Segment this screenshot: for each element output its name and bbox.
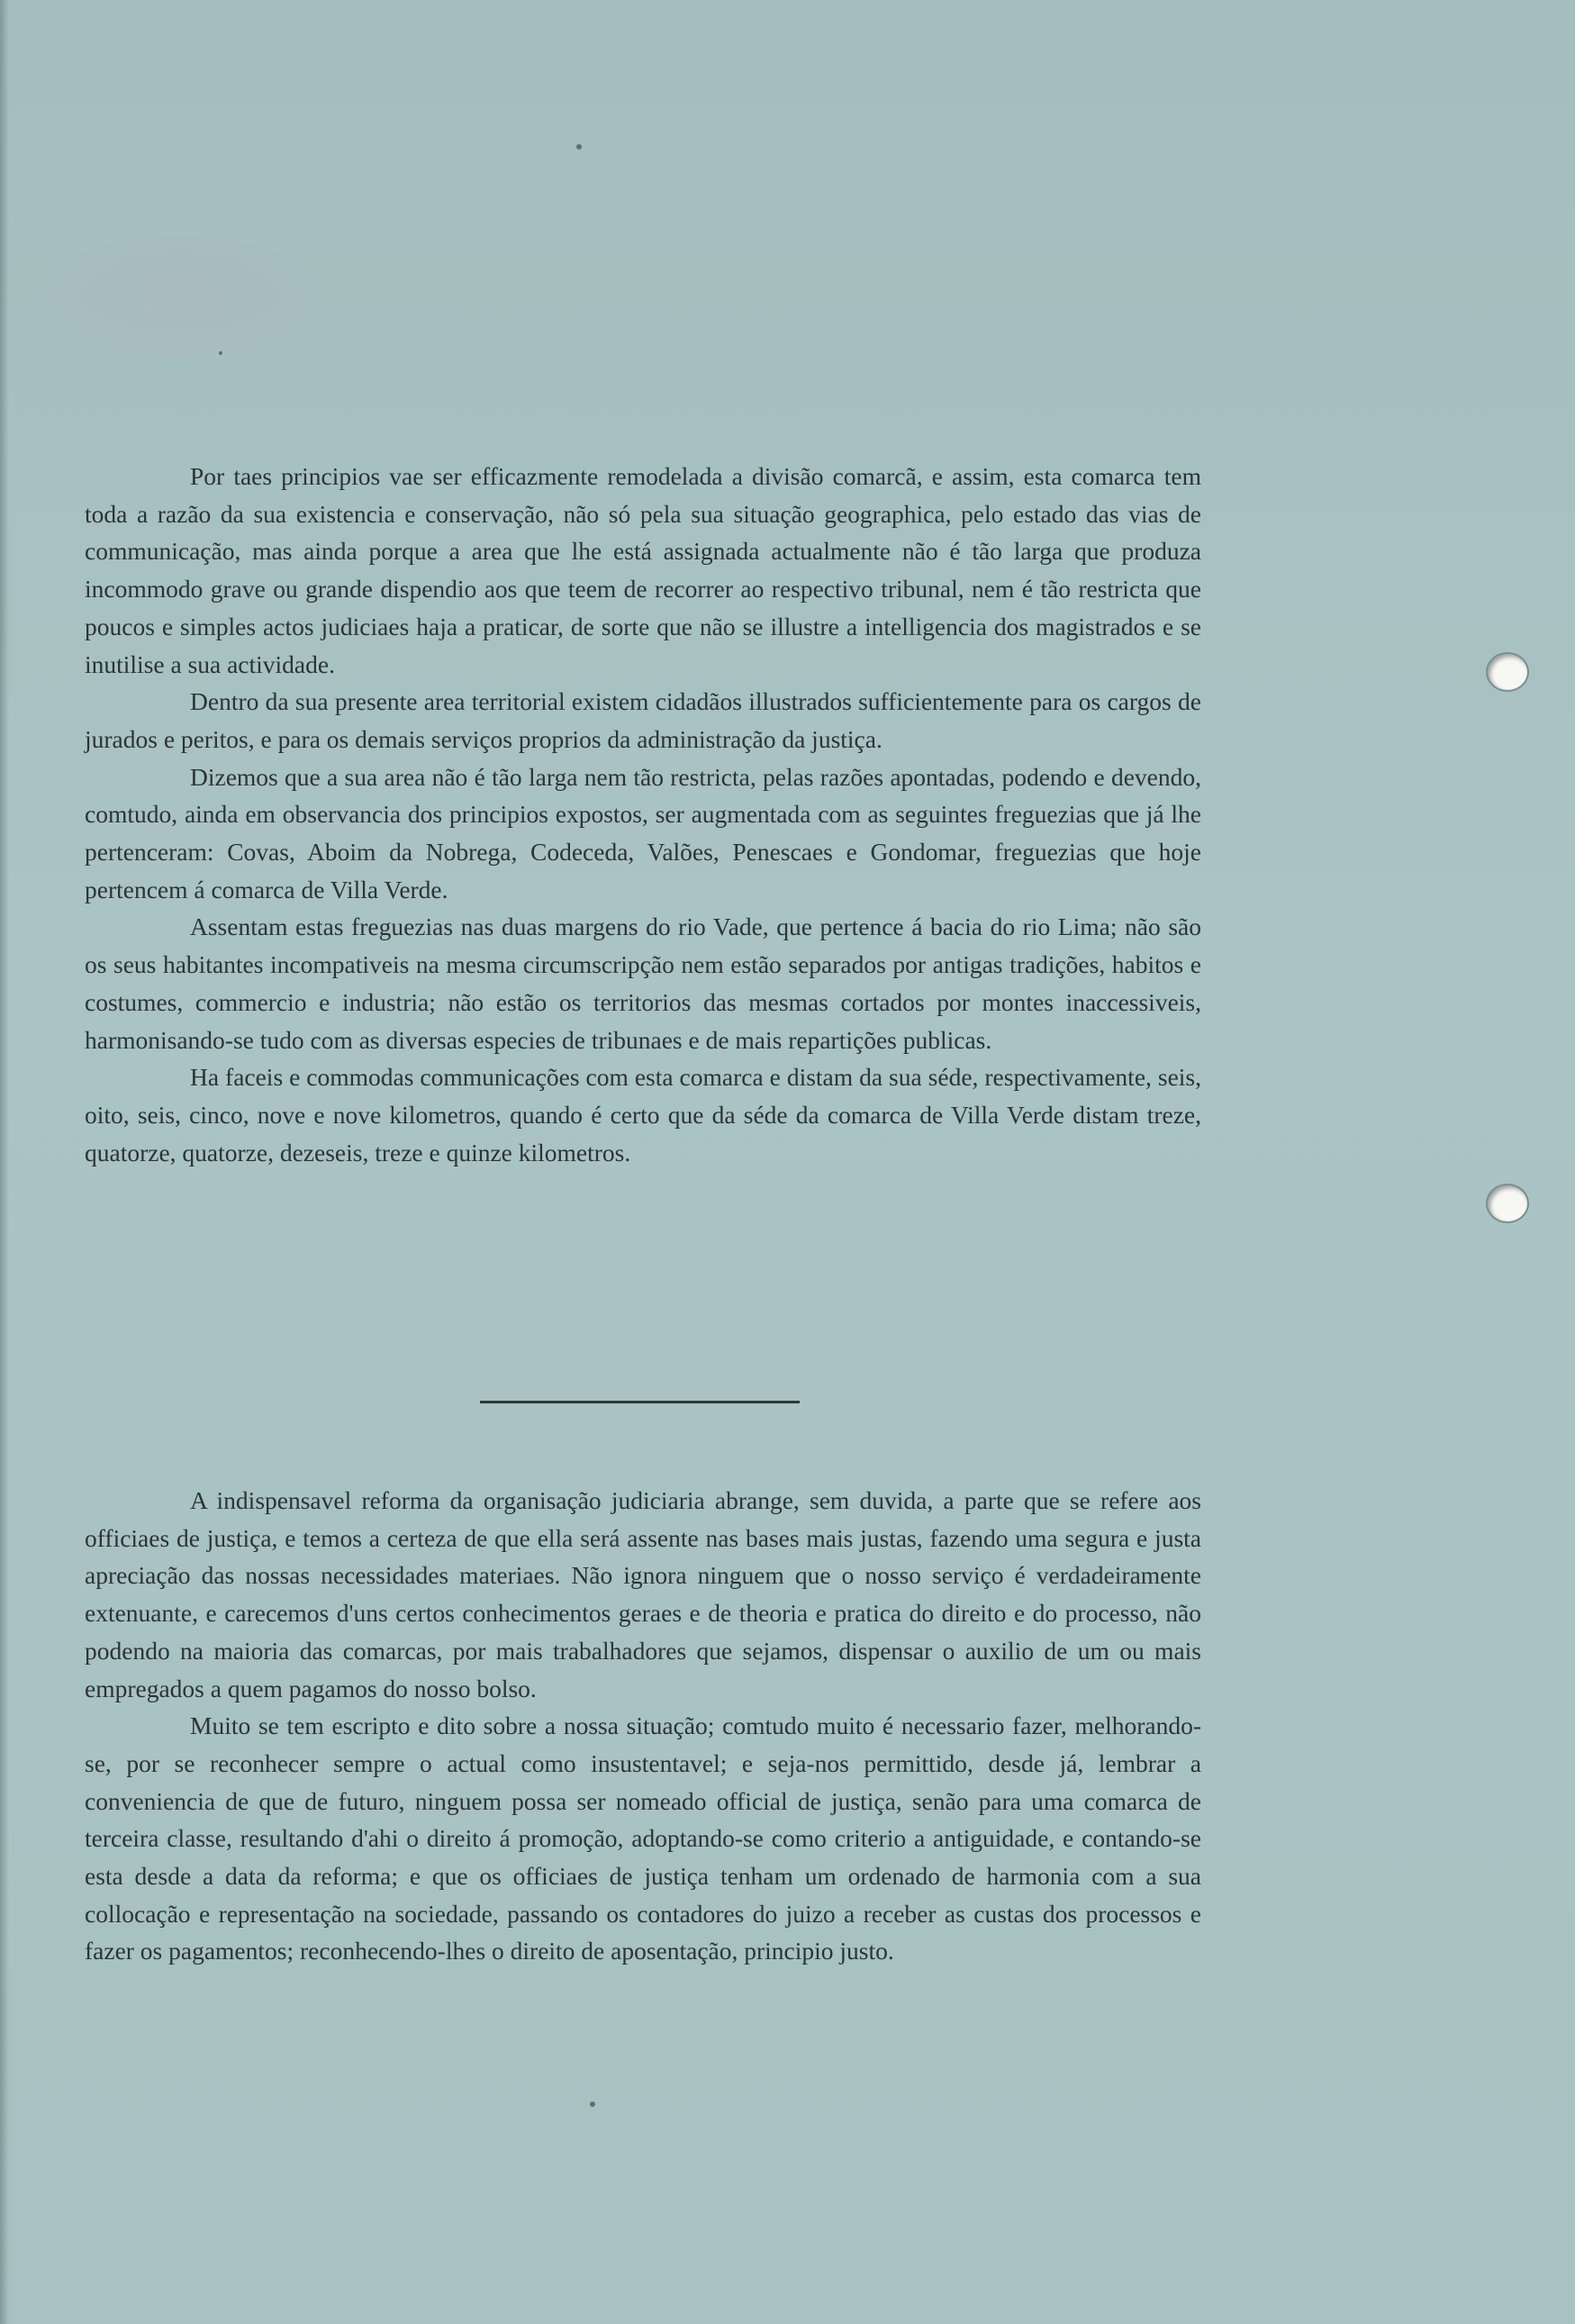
paragraph: Assentam estas freguezias nas duas margens do rio Vade, que pertence á bacia do rio Lima; não são os seus habitantes incompativeis na mesma circumscripção nem estão separados por antigas tradições, habitos e costumes, commercio e industria; não estão os territorios das mesmas cortados por montes inaccessiveis, harmonisando-se tudo com as diversas especies de tribunaes e de mais repartições publicas. [85, 912, 1201, 1054]
paper-stain [36, 234, 324, 360]
page-edge-shadow [0, 0, 9, 2324]
paragraph: A indispensavel reforma da organisação judiciaria abrange, sem duvida, a parte que se refere aos officiaes de justiça, e temos a certeza de que ella será assente nas bases mais justas, fazendo uma segura e justa apreciação das nossas necessidades materiaes. Não ignora ninguem que o nosso serviço é verdadeiramente extenuante, e carecemos d'uns certos conhecimentos geraes e de theoria e pratica do direito e do processo, não podendo na maioria das comarcas, por mais trabalhadores que sejamos, dispensar o auxilio de um ou mais empregados a quem pagamos do nosso bolso. [85, 1486, 1201, 1702]
paragraph: Por taes principios vae ser efficazmente remodelada a divisão comarcã, e assim, esta comarca tem toda a razão da sua existencia e conservação, não só pela sua situação geographica, pelo estado das vias de communicação, mas ainda porque a area que lhe está assignada actualmente não é tão larga que produza incommodo grave ou grande dispendio aos que teem de recorrer ao respectivo tribunal, nem é tão restricta que poucos e simples actos judiciaes haja a praticar, de sorte que não se illustre a intelligencia dos magistrados e se inutilise a sua actividade. [85, 462, 1201, 678]
punch-hole-bottom [1488, 1185, 1527, 1221]
paragraph: Muito se tem escripto e dito sobre a nossa situação; comtudo muito é necessario fazer, melhorando-se, por se reconhecer sempre o actual como insustentavel; e seja-nos permittido, desde já, lembrar a conveniencia de que de futuro, ninguem possa ser nomeado official de justiça, senão para uma comarca de terceira classe, resultando d'ahi o direito á promoção, adoptando-se como criterio a antiguidade, e contando-se esta desde a data da reforma; e que os officiaes de justiça tenham um ordenado de harmonia com a sua collocação e representação na sociedade, passando os contadores do juizo a receber as custas dos processos e fazer os pagamentos; reconhecendo-lhes o direito de aposentação, principio justo. [85, 1711, 1201, 1965]
section-divider [480, 1401, 800, 1403]
paragraph: Dizemos que a sua area não é tão larga nem tão restricta, pelas razões apontadas, podendo e devendo, comtudo, ainda em observancia dos principios expostos, ser augmentada com as seguintes freguezias que já lhe pertenceram: Covas, Aboim da Nobrega, Codeceda, Valões, Penescaes e Gondomar, freguezias que hoje pertencem á comarca de Villa Verde. [85, 762, 1201, 903]
ink-speck [590, 2102, 595, 2107]
section-one-text [85, 458, 1201, 1171]
punch-hole-top [1488, 654, 1527, 690]
paragraph: Dentro da sua presente area territorial existem cidadãos illustrados sufficientemente para os cargos de jurados e peritos, e para os demais serviços proprios da administração da justiça. [85, 687, 1201, 753]
paragraph: Ha faceis e commodas communicações com esta comarca e distam da sua séde, respectivamente, seis, oito, seis, cinco, nove e nove kilometros, quando é certo que da séde da comarca de Villa Verde distam treze, quatorze, quatorze, dezeseis, treze e quinze kilometros. [85, 1063, 1201, 1167]
ink-speck [219, 351, 222, 355]
section-two-text [85, 1482, 1201, 1970]
ink-speck [576, 144, 582, 150]
